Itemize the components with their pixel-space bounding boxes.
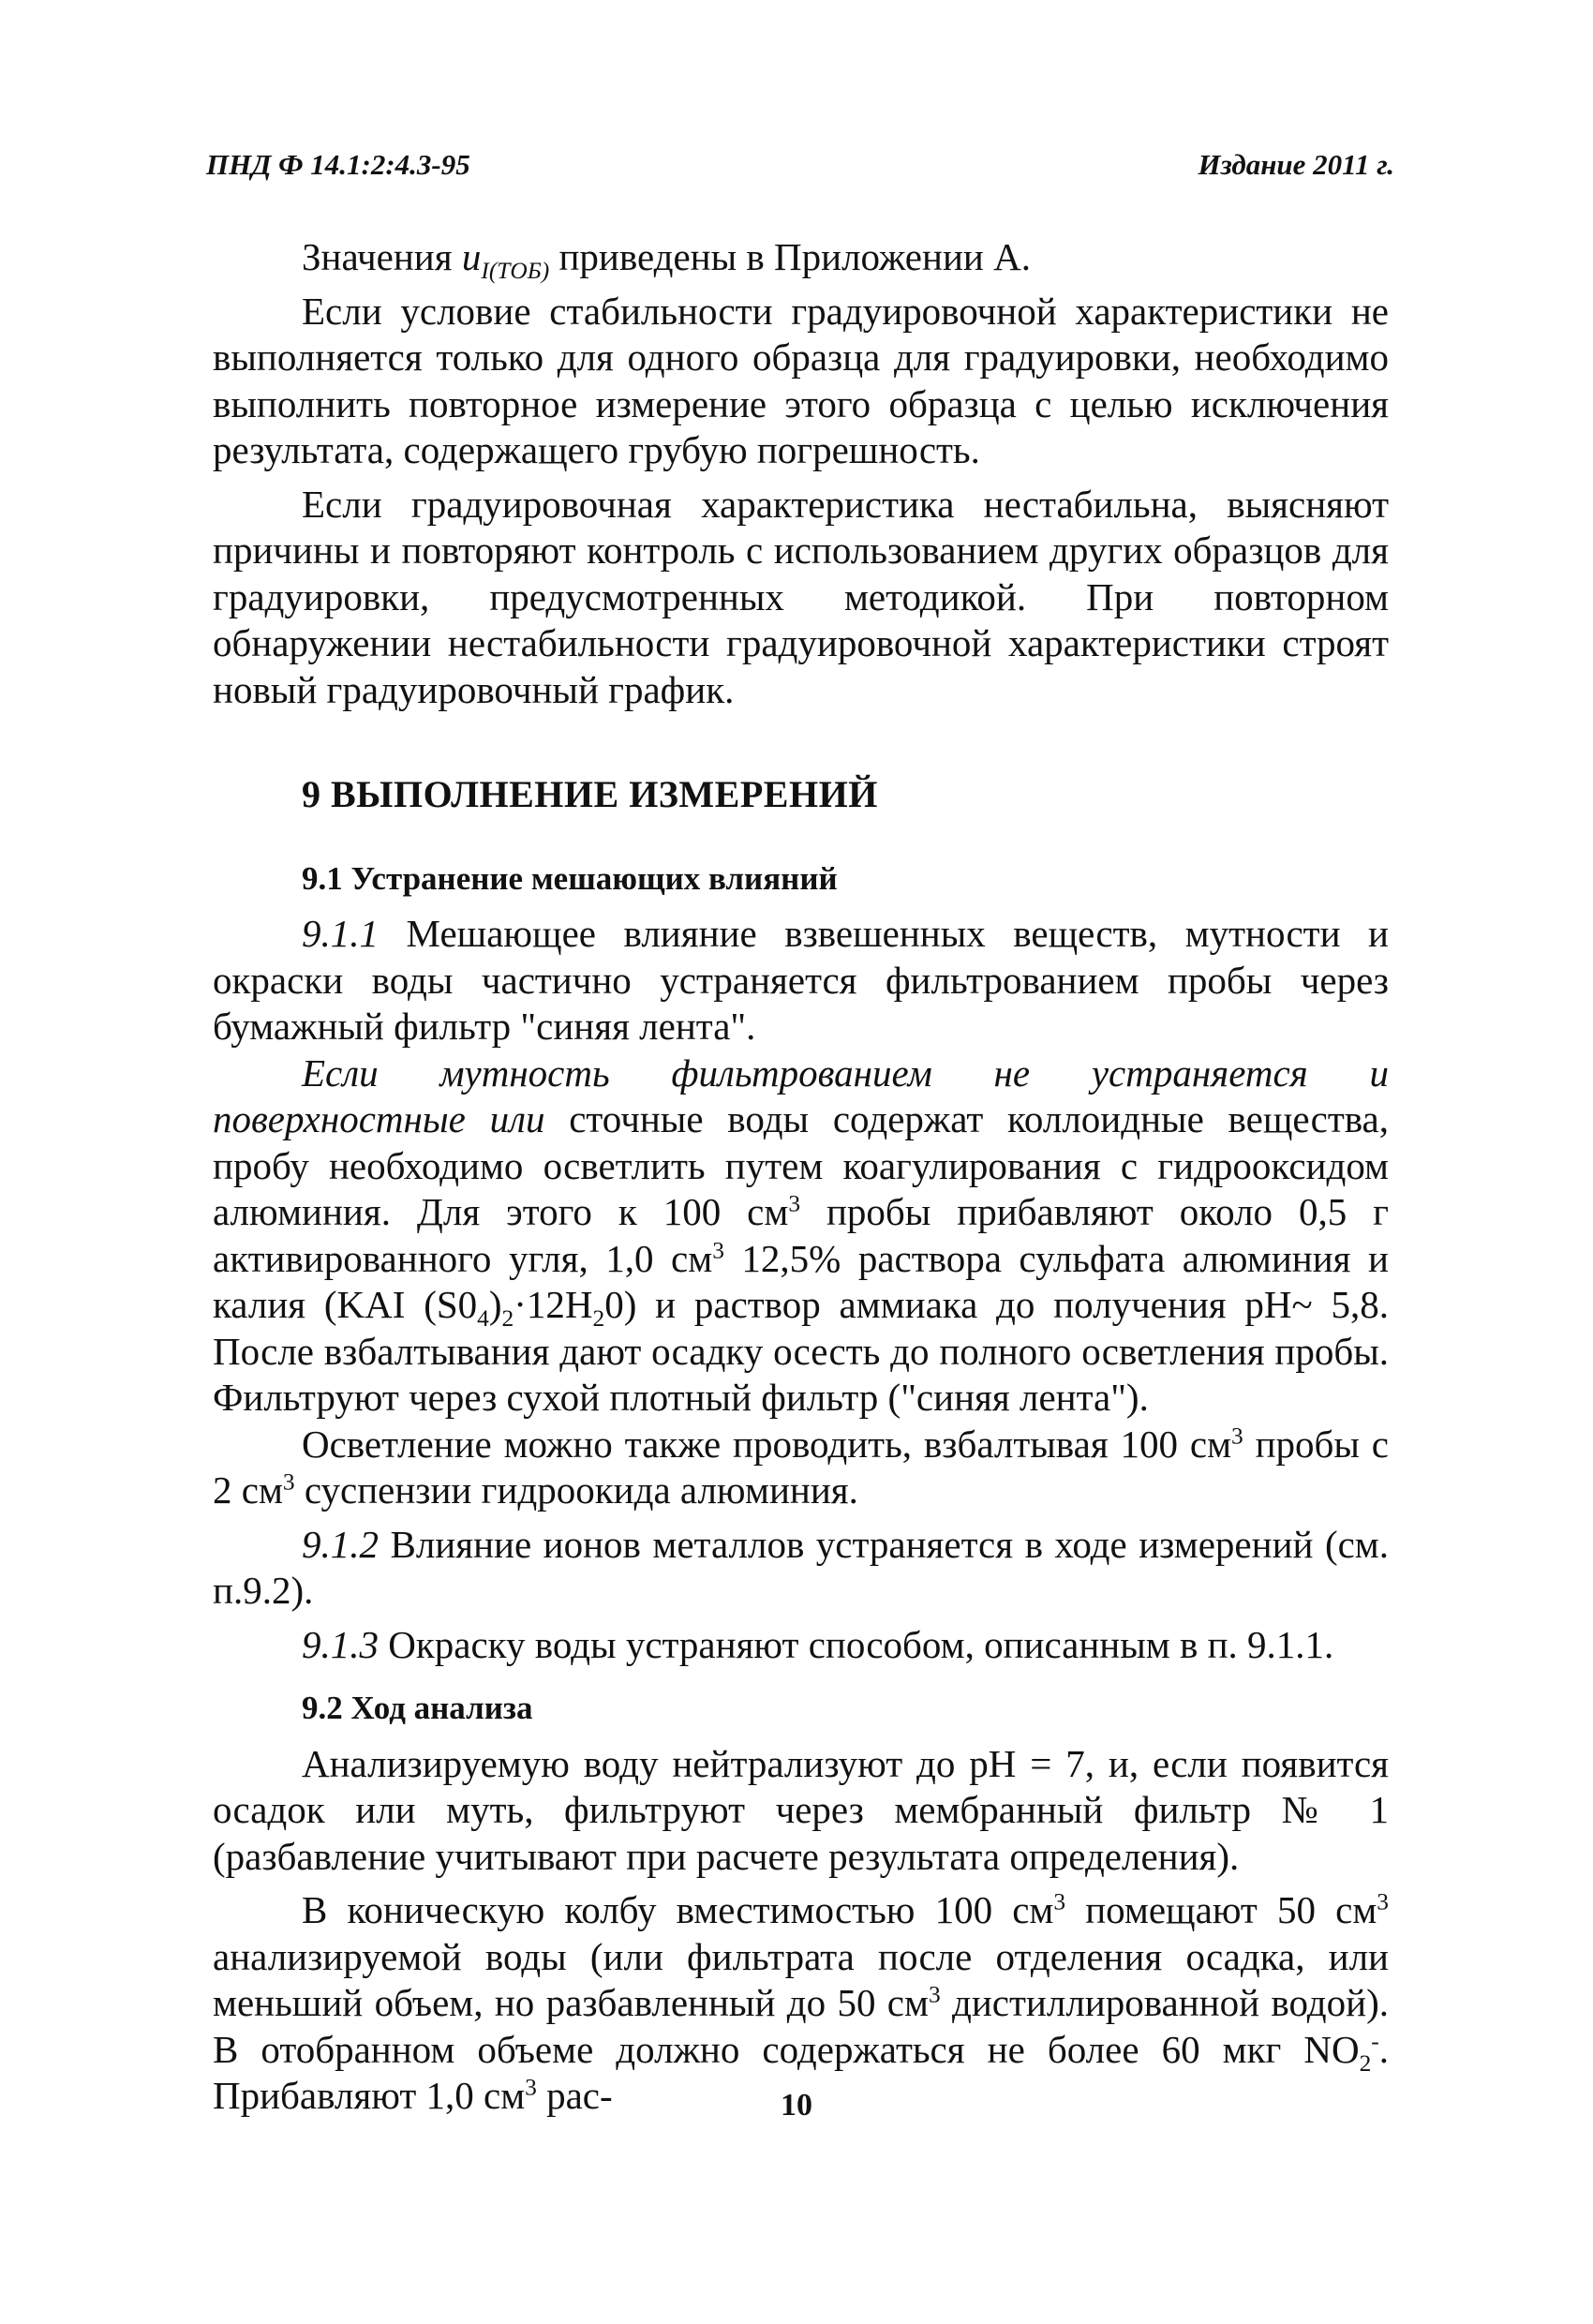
item-number: 9.1.2 (302, 1522, 379, 1566)
paragraph-flask-procedure: В коническую колбу вместимостью 100 $см^3$ помещают 50 $см^3$ анализируемой воды (или фильтрата после отделения осадка, или меньший объем, но разбавленный до 50 $см^3$ дистиллированной водой). В отобранном объеме должно содержаться не более 60 мкг $NO_2^-$. Прибавляют 1,0 $см^3$ рас- (213, 1888, 1389, 2117)
item-9-1-3: 9.1.3 Окраску воды устраняют способом, описанным в п. 9.1.1. (302, 1622, 1334, 1666)
edition-label: Издание 2011 г. (1198, 148, 1394, 181)
document-code: ПНД Ф 14.1:2:4.3-95 (206, 148, 470, 181)
subsection-9-1-heading: 9.1 Устранение мешающих влияний (302, 859, 838, 897)
section-9-heading: 9 ВЫПОЛНЕНИЕ ИЗМЕРЕНИЙ (302, 773, 878, 815)
page-number: 10 (781, 2088, 812, 2123)
uncertainty-symbol: u (461, 235, 482, 278)
item-number: 9.1.3 (302, 1622, 379, 1666)
paragraph-neutralization: Анализируемую воду нейтрализуют до pH = 7, и, если появится осадок или муть, фильтруют через мембранный фильтр № 1 (разбавление учитывают при расчете результата определения). (213, 1741, 1389, 1878)
subsection-9-2-heading: 9.2 Ход анализа (302, 1690, 533, 1726)
body-text (213, 234, 1389, 2120)
item-9-1-1: 9.1.1 Мешающее влияние взвешенных веществ, мутности и окраски воды частично устраняется фильтрованием пробы через бумажный фильтр "синяя лента". (213, 912, 1389, 1048)
item-number: 9.1.1 (302, 912, 379, 955)
paragraph-uncertainty-values: Значения $u_{I(ТОБ)}$ приведены в Приложении А. (302, 235, 1031, 285)
item-9-1-2: 9.1.2 Влияние ионов металлов устраняется в ходе измерений (см. п.9.2). (213, 1522, 1389, 1612)
paragraph-unstable-calibration: Если градуировочная характеристика нестабильна, выясняют причины и повторяют контроль с использованием других образцов для градуировки, предусмотренных методикой. При повторном обнаружении нестабильности градуировочной характеристики строят новый градуировочный график. (213, 482, 1389, 711)
running-header (206, 148, 1394, 182)
paragraph-coagulation: Если мутность фильтрованием не устраняется и поверхностные или сточные воды содержат коллоидные вещества, пробу необходимо осветлить путем коагулирования с гидрооксидом алюминия. Для этого к 100 $см^3$ пробы прибавляют около 0,5 г активированного угля, 1,0 $см^3$ 12,5% раствора сульфата алюминия и калия (KAI $(S0_4)_2\cdot 12H_20$) и раствор аммиака до получения pH~ 5,8. После взбалтывания дают осадку осесть до полного осветления пробы. Фильтруют через сухой плотный фильтр ("синяя лента"). (213, 1050, 1390, 1419)
paragraph-stability-condition: Если условие стабильности градуировочной характеристики не выполняется только для одного образца для градуировки, необходимо выполнить повторное измерение этого образца с целью исключения результата, содержащего грубую погрешность. (213, 289, 1389, 471)
paragraph-clarification: Осветление можно также проводить, взбалтывая 100 $см^3$ пробы с 2 $см^3$ суспензии гидроокида алюминия. (213, 1422, 1389, 1512)
